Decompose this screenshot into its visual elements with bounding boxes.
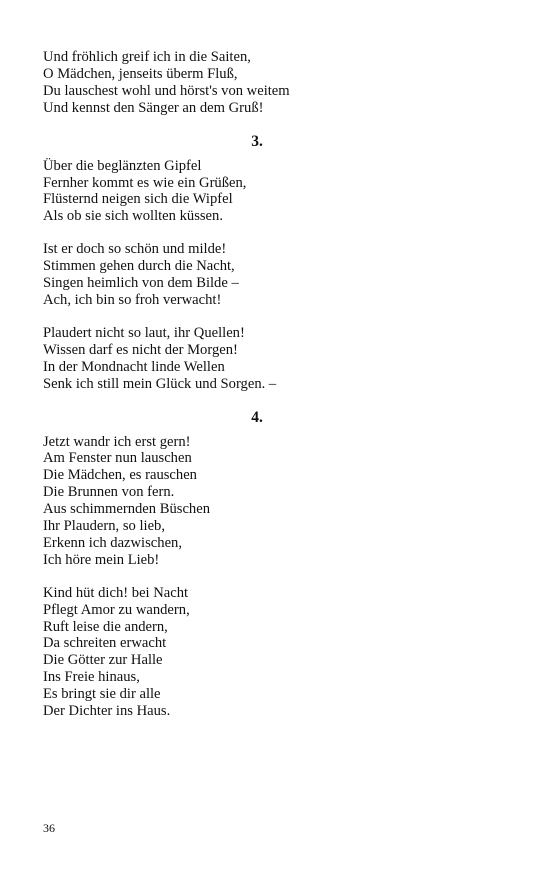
verse-line: Jetzt wandr ich erst gern! (43, 433, 191, 450)
verse-line: Erkenn ich dazwischen, (43, 534, 182, 551)
verse-line: Ruft leise die andern, (43, 618, 168, 635)
verse-line: Die Brunnen von fern. (43, 484, 175, 501)
intro-stanza (43, 49, 471, 117)
poem-page (43, 49, 471, 736)
verse-line: Und fröhlich greif ich in die Saiten, (43, 49, 251, 65)
verse-line: Wissen darf es nicht der Morgen! (43, 341, 238, 358)
verse-line: Am Fenster nun lauschen (43, 450, 192, 467)
verse-line: Aus schimmernden Büschen (43, 501, 210, 518)
section3-stanza-2 (43, 241, 471, 309)
section-number-3: 3. (251, 132, 263, 150)
verse-line: Senk ich still mein Glück und Sorgen. – (43, 375, 277, 392)
verse-line: Kind hüt dich! bei Nacht (43, 584, 189, 601)
section4-stanza-1 (43, 434, 471, 569)
verse-line: Ich höre mein Lieb! (43, 551, 160, 568)
verse-line: Die Götter zur Halle (43, 652, 163, 669)
verse-line: Ihr Plaudern, so lieb, (43, 518, 165, 535)
verse-line: Flüsternd neigen sich die Wipfel (43, 191, 233, 208)
section-number-4: 4. (251, 408, 263, 426)
verse-line: Und kennst den Sänger an dem Gruß! (43, 99, 264, 116)
verse-line: Über die beglänzten Gipfel (43, 157, 202, 174)
verse-line: Da schreiten erwacht (43, 635, 167, 652)
verse-line: Fernher kommt es wie ein Grüßen, (43, 174, 247, 191)
verse-line: Singen heimlich von dem Bilde – (43, 275, 239, 292)
verse-line: Ist er doch so schön und milde! (43, 241, 227, 258)
verse-line: Stimmen gehen durch die Nacht, (43, 258, 235, 275)
verse-line: Es bringt sie dir alle (43, 686, 161, 703)
verse-line: Als ob sie sich wollten küssen. (43, 208, 223, 225)
page-number: 36 (43, 821, 55, 835)
verse-line: Ach, ich bin so froh verwacht! (43, 291, 222, 308)
section4-stanza-2 (43, 585, 471, 720)
section3-stanza-3 (43, 325, 471, 393)
verse-line: Du lauschest wohl und hörst's von weitem (43, 82, 290, 99)
verse-line: Pflegt Amor zu wandern, (43, 601, 190, 618)
verse-line: Der Dichter ins Haus. (43, 703, 171, 720)
section3-stanza-1 (43, 158, 471, 226)
verse-line: O Mädchen, jenseits überm Fluß, (43, 65, 238, 82)
verse-line: Ins Freie hinaus, (43, 669, 140, 686)
verse-line: Plaudert nicht so laut, ihr Quellen! (43, 324, 245, 341)
verse-line: In der Mondnacht linde Wellen (43, 358, 225, 375)
verse-line: Die Mädchen, es rauschen (43, 467, 197, 484)
